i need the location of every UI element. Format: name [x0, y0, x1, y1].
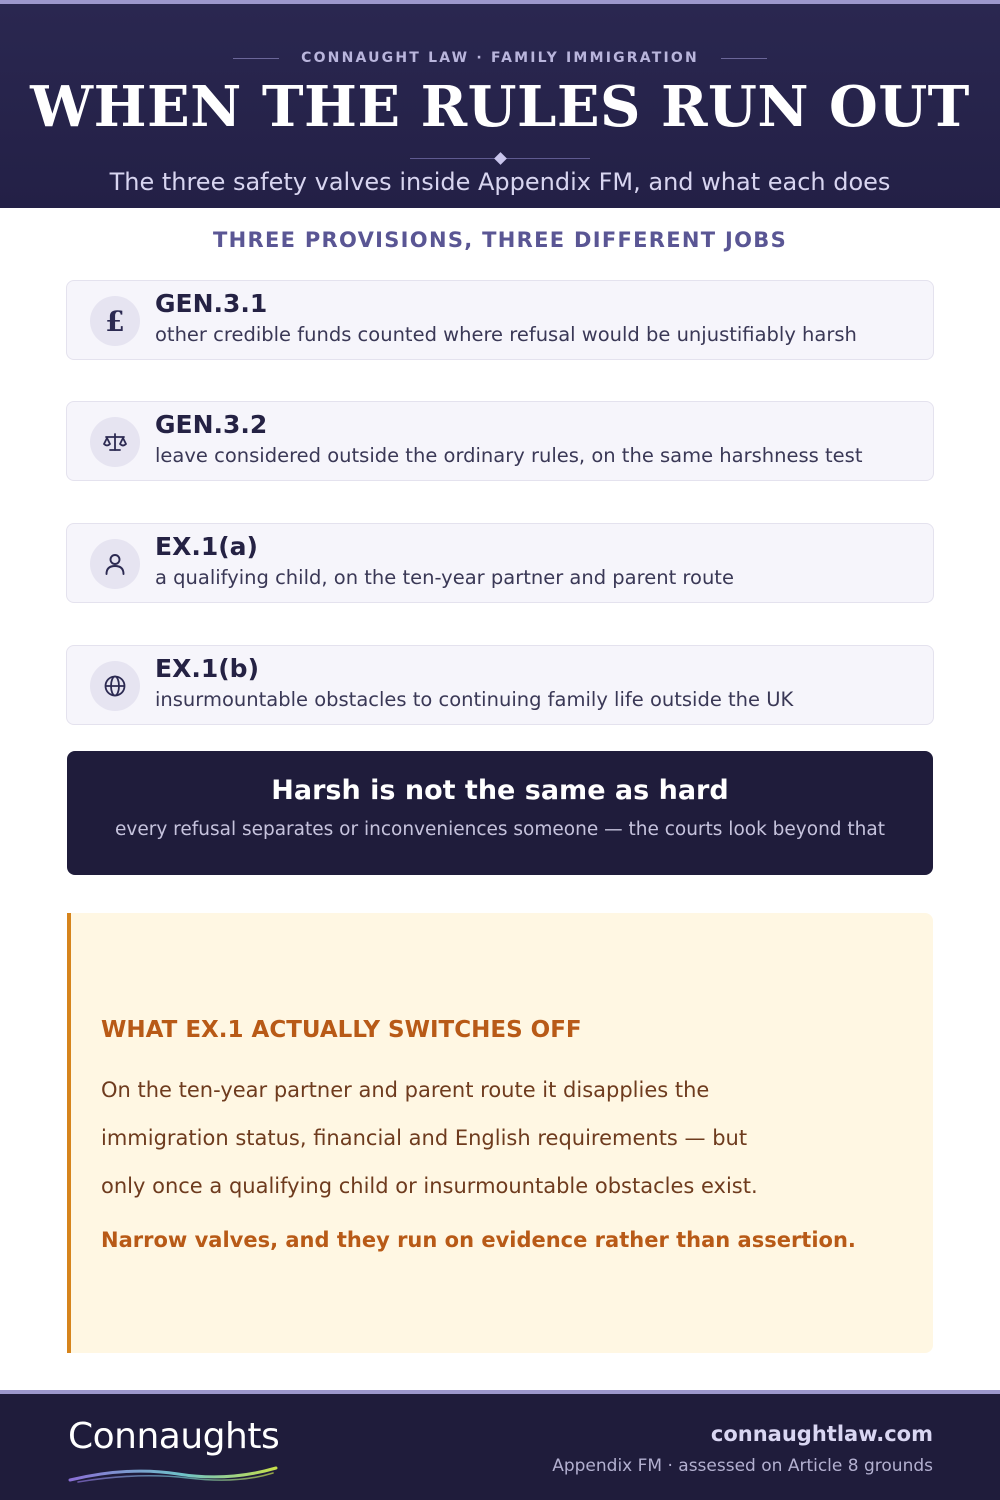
footer-url-link[interactable]: connaughtlaw.com: [710, 1422, 933, 1446]
person-icon: [90, 539, 140, 589]
brand-logo: Connaughts: [68, 1416, 280, 1457]
provision-description: a qualifying child, on the ten-year partner and parent route: [155, 566, 734, 589]
header-kicker: CONNAUGHT LAW · FAMILY IMMIGRATION: [301, 50, 699, 66]
kicker-line-right: [721, 58, 767, 59]
provision-description: leave considered outside the ordinary rules, on the same harshness test: [155, 444, 863, 467]
provision-description: insurmountable obstacles to continuing family life outside the UK: [155, 688, 794, 711]
note-emphasis: Narrow valves, and they run on evidence rather than assertion.: [101, 1228, 856, 1252]
note-title: WHAT EX.1 ACTUALLY SWITCHES OFF: [101, 1017, 582, 1043]
note-body: [101, 1066, 921, 1210]
note-body-line: On the ten-year partner and parent route it disapplies the: [101, 1078, 710, 1102]
footer: [0, 1390, 1000, 1500]
pound-icon: [90, 296, 140, 346]
provision-code: EX.1(a): [155, 532, 258, 561]
ex1-note-panel: [67, 913, 933, 1353]
provision-card-ex-1-b: [66, 645, 934, 725]
provision-code: GEN.3.1: [155, 289, 268, 318]
provision-card-gen-3-1: [66, 280, 934, 360]
callout-subtitle: every refusal separates or inconveniences someone — the courts look beyond that: [115, 819, 885, 840]
provision-code: EX.1(b): [155, 654, 259, 683]
diamond-ornament: [494, 152, 507, 165]
globe-icon: [90, 661, 140, 711]
provision-code: GEN.3.2: [155, 410, 268, 439]
logo-swoosh-icon: [68, 1462, 278, 1484]
callout-title: Harsh is not the same as hard: [271, 775, 729, 806]
kicker-row: [0, 50, 1000, 66]
provision-description: other credible funds counted where refusal would be unjustifiably harsh: [155, 323, 857, 346]
scales-icon: [90, 417, 140, 467]
callout-box: [67, 751, 933, 875]
page-subtitle: The three safety valves inside Appendix FM, and what each does: [109, 168, 891, 196]
footer-meta: Appendix FM · assessed on Article 8 grounds: [552, 1456, 933, 1476]
section-title: THREE PROVISIONS, THREE DIFFERENT JOBS: [212, 228, 788, 252]
page-title: WHEN THE RULES RUN OUT: [30, 74, 970, 140]
kicker-line-left: [233, 58, 279, 59]
pound-glyph: £: [105, 304, 125, 338]
provision-card-gen-3-2: [66, 401, 934, 481]
header-banner: [0, 0, 1000, 208]
note-body-line: immigration status, financial and English requirements — but: [101, 1126, 748, 1150]
provision-card-ex-1-a: [66, 523, 934, 603]
note-body-line: only once a qualifying child or insurmountable obstacles exist.: [101, 1174, 758, 1198]
